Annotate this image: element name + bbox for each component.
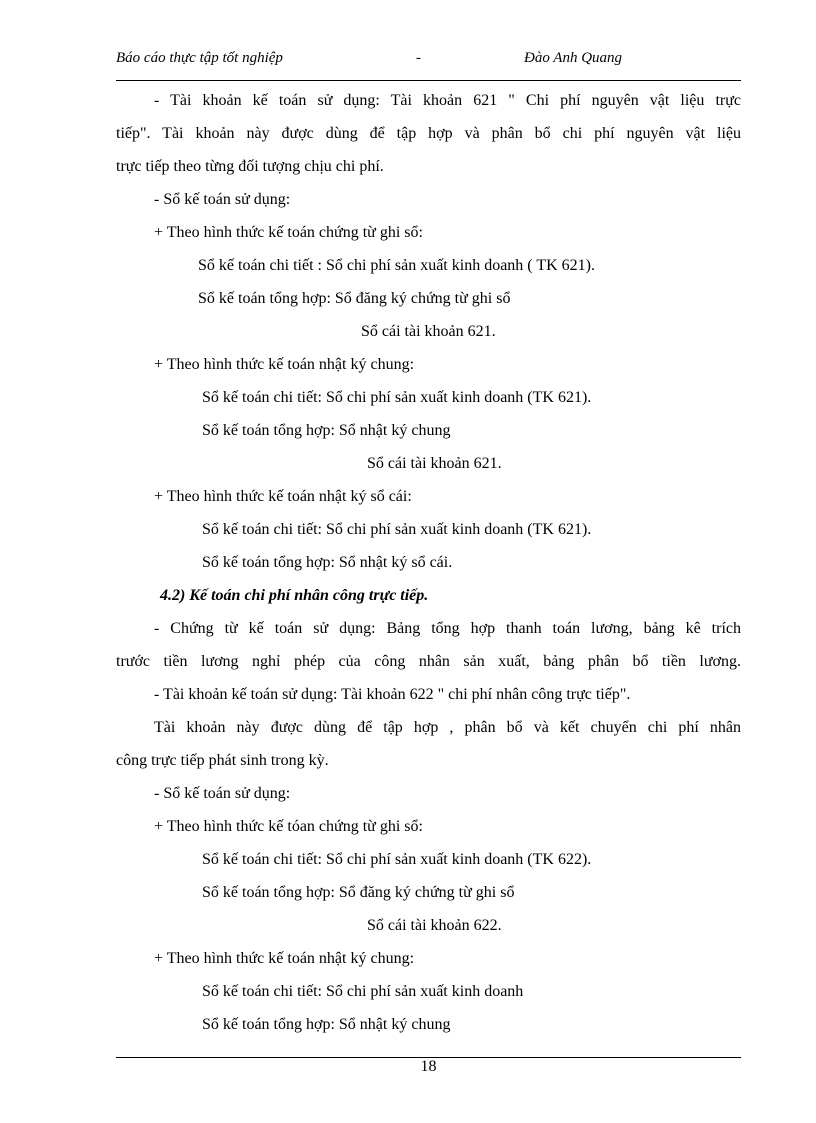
text-line: Sổ kế toán tổng hợp: Sổ nhật ký sổ cái. [202, 554, 453, 571]
text-line: Sổ kế toán chi tiết: Sổ chi phí sản xuất kinh doanh [202, 983, 524, 1000]
header-report-title: Báo cáo thực tập tốt nghiệp [116, 50, 283, 66]
text-line: Sổ kế toán chi tiết: Sổ chi phí sản xuất kinh doanh (TK 622). [202, 851, 592, 868]
page-number: 18 [420, 1058, 437, 1075]
text-line: + Theo hình thức kế toán nhật ký chung: [154, 356, 415, 373]
text-line: Sổ kế toán tổng hợp: Sổ nhật ký chung [202, 1016, 451, 1033]
text-line: tiếp". Tài khoản này được dùng để tập hợp và phân bổ chi phí nguyên vật liệu [116, 125, 741, 142]
page-header [116, 50, 741, 72]
text-line: - Sổ kế toán sử dụng: [154, 785, 291, 802]
header-separator: - [416, 50, 421, 66]
text-line: Sổ kế toán tổng hợp: Sổ đăng ký chứng từ ghi sổ [202, 884, 515, 901]
text-line: công trực tiếp phát sinh trong kỳ. [116, 752, 329, 769]
text-line: Sổ kế toán chi tiết: Sổ chi phí sản xuất kinh doanh (TK 621). [202, 389, 592, 406]
text-line: trực tiếp theo từng đối tượng chịu chi phí. [116, 158, 384, 175]
text-line: + Theo hình thức kế toán chứng từ ghi sổ: [154, 224, 423, 241]
text-line: Sổ kế toán tổng hợp: Sổ đăng ký chứng từ ghi sổ [198, 290, 511, 307]
text-line: Sổ kế toán chi tiết: Sổ chi phí sản xuất kinh doanh (TK 621). [202, 521, 592, 538]
text-line: + Theo hình thức kế toán nhật ký chung: [154, 950, 415, 967]
text-line: Sổ cái tài khoản 621. [361, 323, 496, 340]
body-text [116, 84, 741, 1041]
text-line: + Theo hình thức kế toán nhật ký sổ cái: [154, 488, 412, 505]
text-line: Sổ kế toán chi tiết : Sổ chi phí sản xuất kinh doanh ( TK 621). [198, 257, 595, 274]
section-heading: 4.2) Kế toán chi phí nhân công trực tiếp. [160, 587, 429, 604]
header-author: Đào Anh Quang [524, 50, 623, 66]
text-line: + Theo hình thức kế tóan chứng từ ghi sổ: [154, 818, 423, 835]
text-line: Sổ cái tài khoản 622. [367, 917, 502, 934]
text-line: Sổ kế toán tổng hợp: Sổ nhật ký chung [202, 422, 451, 439]
text-line: - Chứng từ kế toán sử dụng: Bảng tổng hợp thanh toán lương, bảng kê trích [154, 620, 741, 637]
text-line: trước tiền lương nghỉ phép của công nhân sản xuất, bảng phân bổ tiền lương. [116, 653, 741, 670]
text-line: - Tài khoản kế toán sử dụng: Tài khoản 622 " chi phí nhân công trực tiếp". [154, 686, 631, 703]
text-line: - Tài khoản kế toán sử dụng: Tài khoản 621 " Chi phí nguyên vật liệu trực [154, 92, 741, 109]
header-rule [116, 80, 741, 81]
text-line: Tài khoản này được dùng để tập hợp , phân bổ và kết chuyển chi phí nhân [154, 719, 741, 736]
text-line: Sổ cái tài khoản 621. [367, 455, 502, 472]
text-line: - Sổ kế toán sử dụng: [154, 191, 291, 208]
